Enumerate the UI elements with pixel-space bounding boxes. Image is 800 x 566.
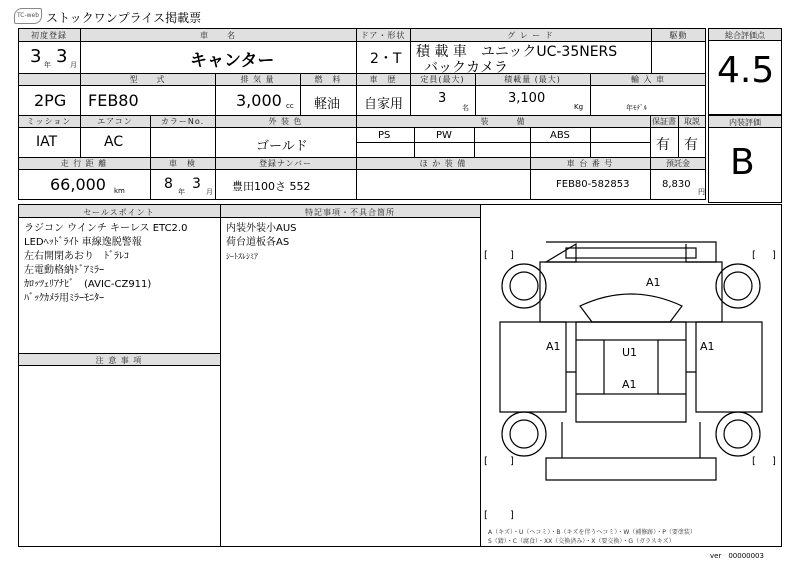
legend-line2: S（錆）・C（腐食）・XX（交換済み）・X（要交換）・G（ガラスキズ） <box>488 538 675 545</box>
interior-score-label: 内装評価 <box>729 118 761 127</box>
other-equip-label: ほ か 装 備 <box>419 159 467 168</box>
manual: 有 <box>684 137 698 153</box>
warranty-label: 保証書 <box>652 117 676 126</box>
year-unit: 年 <box>44 61 51 69</box>
sales-points-list <box>24 222 218 306</box>
color-no-label: カラーNo. <box>160 117 205 126</box>
deposit-amount: 8,830 <box>662 179 691 190</box>
equip-pw: PW <box>436 130 452 141</box>
load-capacity: 3,100 <box>508 91 546 106</box>
seats-unit: 名 <box>462 104 469 112</box>
cab-front-outline <box>546 242 716 262</box>
remark: 荷台道板各AS <box>226 237 290 248</box>
door-type: 2・T <box>370 51 402 67</box>
sales-point: ラジコン ウインチ キーレス ETC2.0 <box>24 223 188 234</box>
first-reg-month: 3 <box>56 46 68 67</box>
first-reg-year: 3 <box>30 46 42 67</box>
first-reg-label: 初度登録 <box>31 31 67 40</box>
inspection-label: 車 検 <box>169 159 196 168</box>
warranty: 有 <box>656 137 670 153</box>
windshield <box>580 294 682 322</box>
right-side-panel <box>696 322 762 412</box>
version-label: ver 00000003 <box>710 552 764 560</box>
truck-damage-diagram <box>480 222 782 522</box>
load-label: 積載量 (最大) <box>504 75 561 84</box>
mission-label: ミッション <box>26 117 72 126</box>
inspection-year: 8 <box>164 176 173 192</box>
svg-text:]: ] <box>772 456 776 467</box>
deposit-unit: 円 <box>698 188 705 196</box>
mileage: 66,000 <box>50 175 106 194</box>
sales-point: ﾊﾞｯｸｶﾒﾗ用ﾐﾗｰﾓﾆﾀｰ <box>24 293 104 304</box>
tc-web-logo: TC-web <box>14 8 42 24</box>
deposit-label: 預託金 <box>666 159 690 168</box>
load-unit: Kg <box>574 103 584 111</box>
svg-text:]: ] <box>510 510 514 521</box>
remarks-label: 特記事項・不具合箇所 <box>305 208 395 217</box>
damage-mark: A1 <box>700 340 715 353</box>
fuel-type: 軽油 <box>314 97 341 112</box>
car-name-label: 車 名 <box>200 31 236 40</box>
inspection-month: 3 <box>192 176 201 192</box>
sales-point: LEDﾍｯﾄﾞﾗｲﾄ 車線逸脱警報 <box>24 237 142 248</box>
interior-score: B <box>730 142 755 183</box>
chassis-number: FEB80-582853 <box>556 179 630 190</box>
displacement: 3,000 <box>236 91 282 110</box>
svg-text:]: ] <box>510 250 514 261</box>
mileage-label: 走 行 距 離 <box>60 159 108 168</box>
total-score: 4.5 <box>717 50 775 91</box>
remark: 内装外装小AUS <box>226 223 297 234</box>
wheel-icons <box>502 264 760 456</box>
rear-bumper <box>546 458 716 480</box>
sales-point: 左右開閉あおり ﾄﾞﾗﾚｺ <box>24 251 129 262</box>
damage-mark: A1 <box>622 378 637 391</box>
svg-text:]: ] <box>510 456 514 467</box>
vehicle-history: 自家用 <box>364 97 404 112</box>
grade-label: グ レ ー ド <box>507 31 554 40</box>
damage-mark: A1 <box>646 276 661 289</box>
color-label: 外 装 色 <box>268 117 303 126</box>
left-side-panel <box>500 322 566 412</box>
history-label: 車 歴 <box>369 75 397 84</box>
month-unit: 月 <box>70 61 77 69</box>
damage-mark: A1 <box>546 340 561 353</box>
sales-point: ｶﾛｯﾂｪﾘｱﾅﾋﾞ (AVIC-CZ911) <box>24 279 152 290</box>
seats-label: 定員(最大) <box>420 75 465 84</box>
model-code: FEB80 <box>88 91 139 110</box>
body-color: ゴールド <box>256 139 308 154</box>
import-model-year: 年ﾓﾃﾞﾙ <box>626 104 647 112</box>
door-label: ドア・形状 <box>360 31 406 40</box>
aircon-label: エアコン <box>97 117 133 126</box>
total-score-label: 総合評価点 <box>725 31 765 40</box>
mileage-unit: km <box>114 187 125 195</box>
drive-label: 駆動 <box>669 31 688 40</box>
plate-label: 登録ナンバー <box>258 159 313 168</box>
fuel-label: 燃 料 <box>314 75 342 84</box>
import-label: 輸 入 車 <box>630 75 666 84</box>
form-title: ストックワンプライス掲載票 <box>46 11 202 25</box>
sales-point: 左電動格納ﾄﾞｱﾐﾗｰ <box>24 265 104 276</box>
inspection-month-unit: 月 <box>206 188 213 196</box>
equip-abs: ABS <box>550 130 570 141</box>
svg-text:[: [ <box>484 510 488 521</box>
svg-text:[: [ <box>484 250 488 261</box>
cc-unit: cc <box>286 102 294 110</box>
remark: ｼｰﾄｽﾚｼﾐｱ <box>226 252 258 261</box>
grade-line2: バックカメラ <box>424 60 508 76</box>
chassis-label: 車 台 番 号 <box>566 159 614 168</box>
inspection-year-unit: 年 <box>178 188 185 196</box>
cargo-bed <box>576 322 686 422</box>
svg-text:[: [ <box>752 456 756 467</box>
grade-line1: 積 載 車 ユニックUC-35NERS <box>416 44 618 60</box>
equipment-label: 装 備 <box>480 117 526 126</box>
mission: IAT <box>36 134 58 150</box>
cc-label: 排 気 量 <box>240 75 275 84</box>
manual-label: 取説 <box>684 117 700 126</box>
seats: 3 <box>438 91 447 106</box>
notes-label: 注 意 事 項 <box>95 356 143 365</box>
svg-text:]: ] <box>772 250 776 261</box>
sales-points-label: セールスポイント <box>83 208 155 217</box>
aircon: AC <box>104 134 124 150</box>
plate-number: 豊田100さ 552 <box>232 180 311 193</box>
rear-frame <box>562 422 700 458</box>
svg-text:[: [ <box>484 456 488 467</box>
model-prefix: 2PG <box>34 91 67 110</box>
remarks-list <box>226 222 476 264</box>
car-name: キャンター <box>190 51 275 71</box>
damage-mark: U1 <box>622 346 638 359</box>
cab-top <box>540 262 722 322</box>
legend-line1: A（キズ）・U（ヘコミ）・B（キズを伴うヘコミ）・W（補修跡）・P（要塗装） <box>488 529 696 536</box>
equip-ps: PS <box>378 130 391 141</box>
model-label: 型 式 <box>129 75 166 84</box>
svg-text:[: [ <box>752 250 756 261</box>
front-grille <box>566 248 696 258</box>
